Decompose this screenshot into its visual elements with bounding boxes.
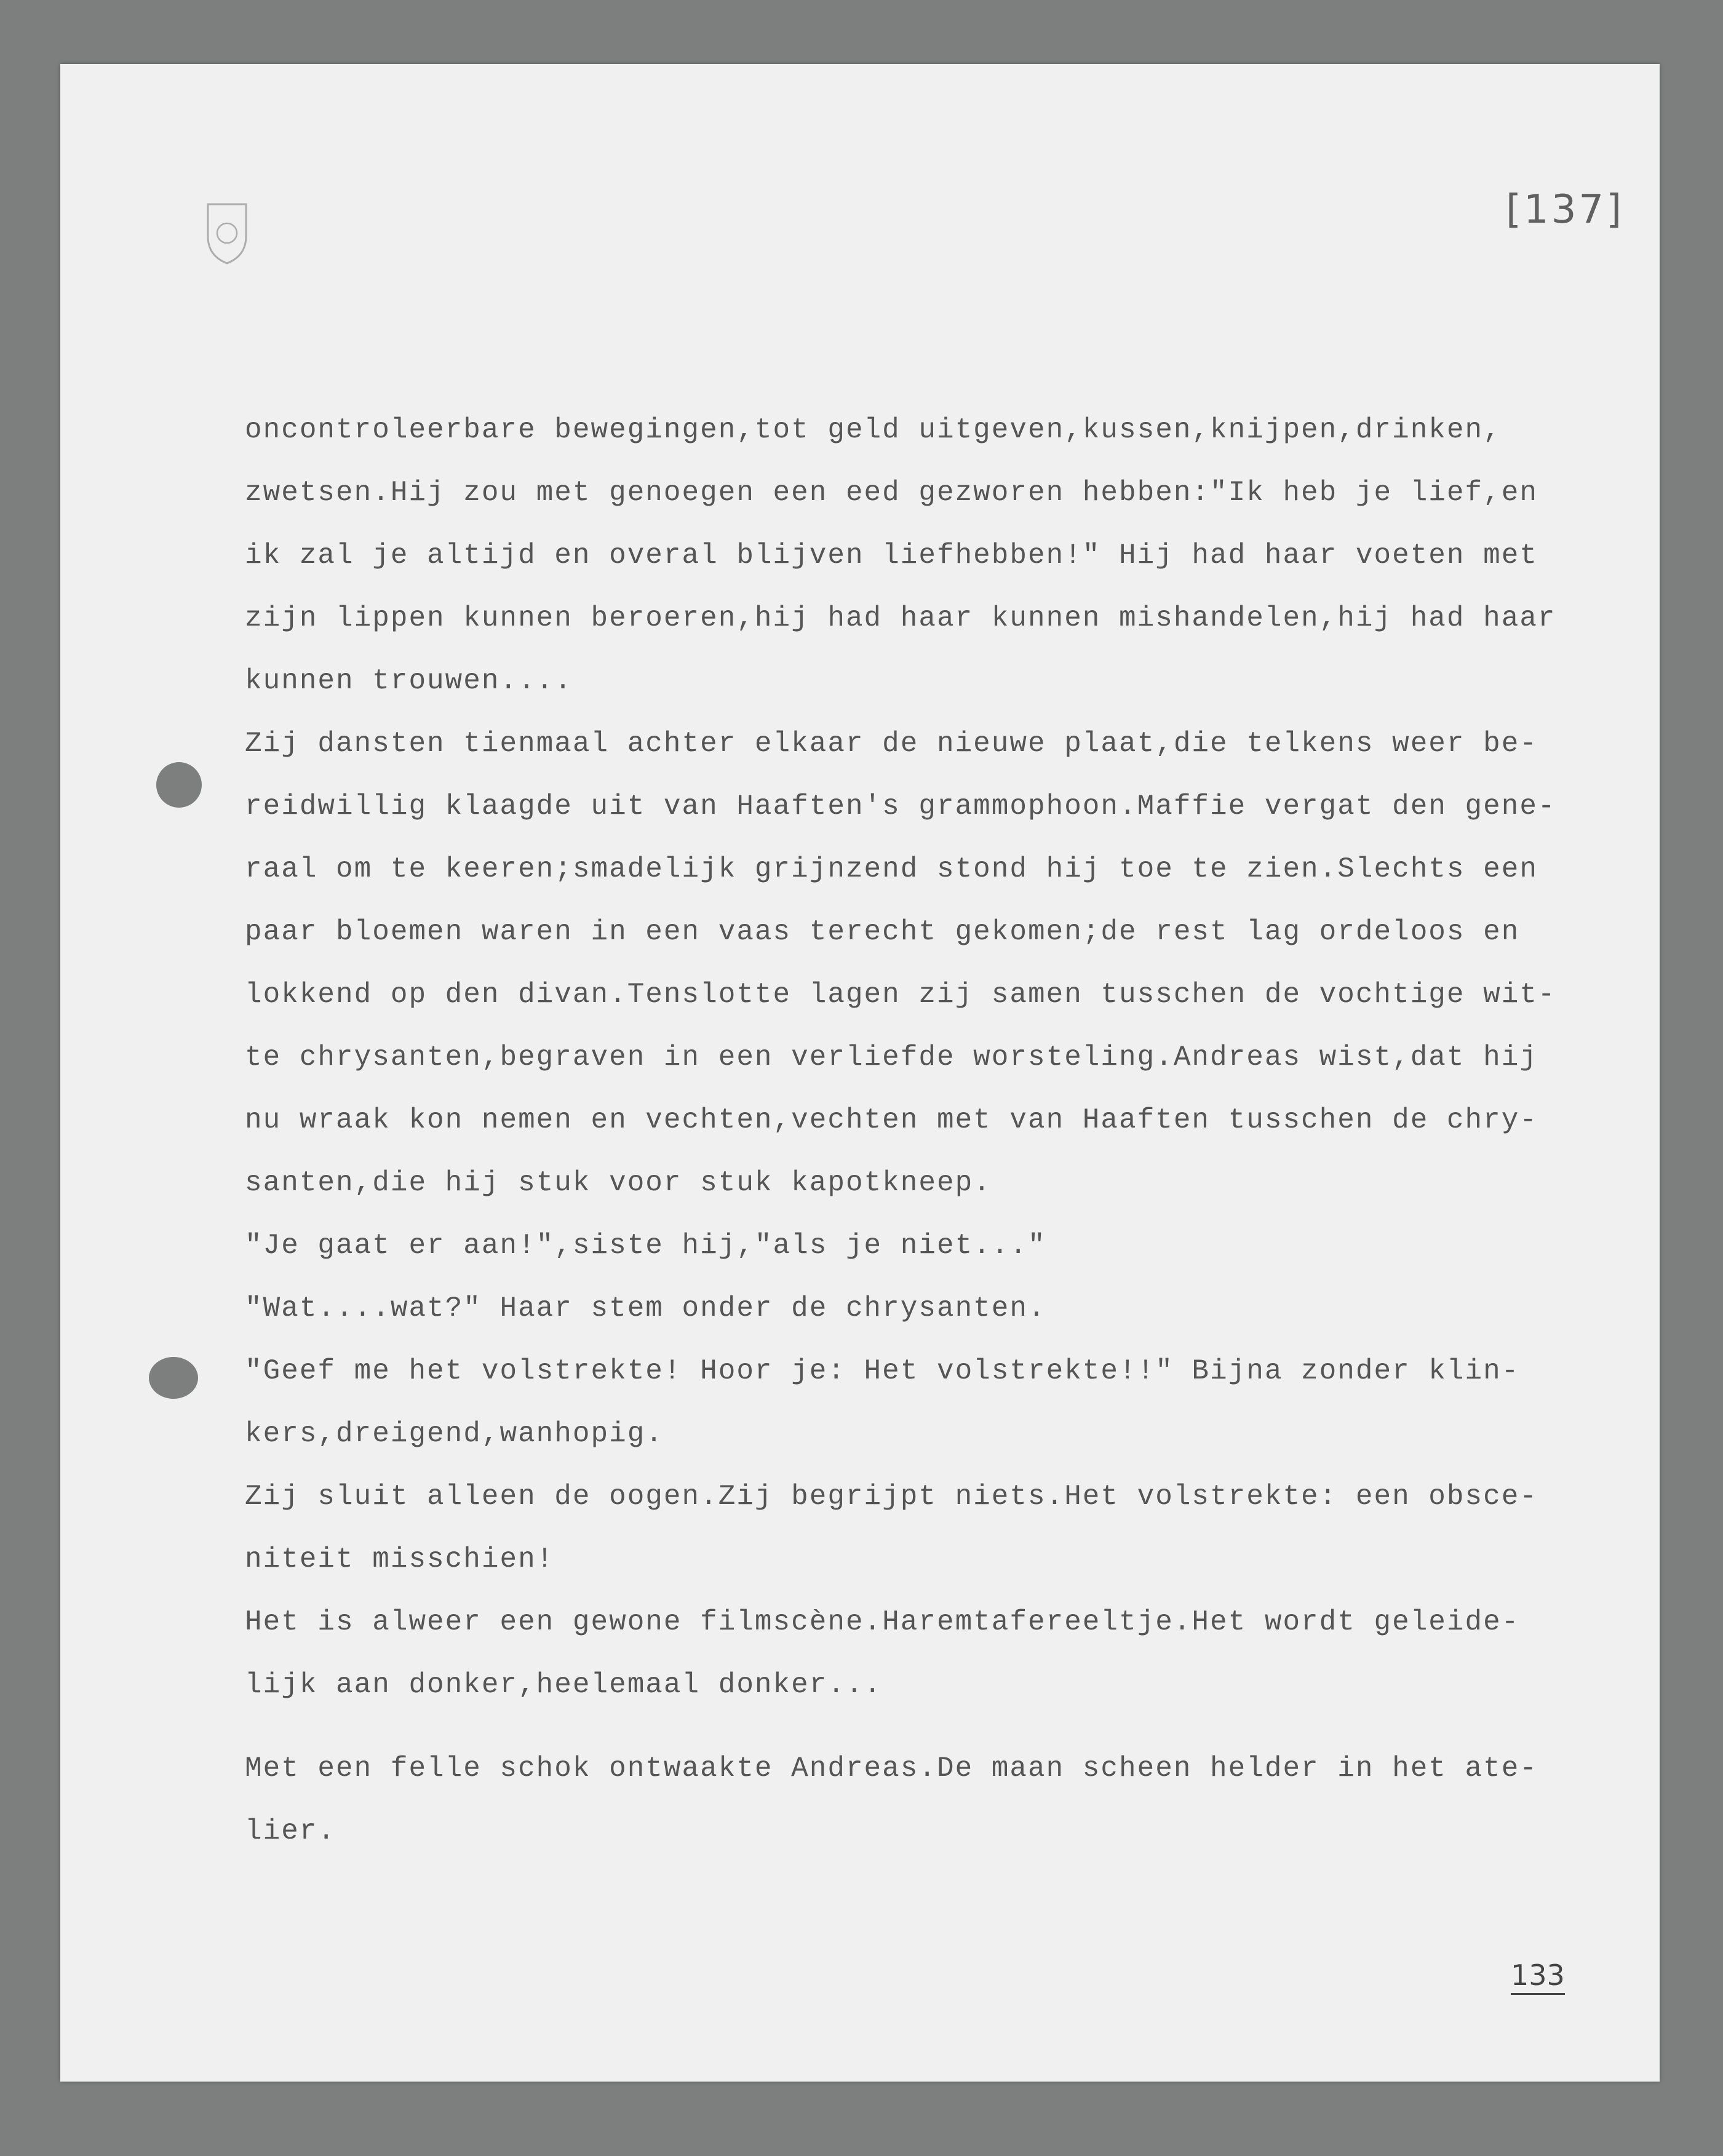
archive-stamp-icon [203,199,251,267]
text-line: "Je gaat er aan!",siste hij,"als je niet..." [245,1230,1046,1262]
text-line: lier. [245,1815,336,1847]
text-line: Het is alweer een gewone filmscène.Haremtafereeltje.Het wordt geleide- [245,1606,1520,1638]
text-line: nu wraak kon nemen en vechten,vechten met van Haaften tusschen de chry- [245,1104,1538,1136]
text-line: raal om te keeren;smadelijk grijnzend stond hij toe te zien.Slechts een [245,853,1538,885]
text-line: reidwillig klaagde uit van Haaften's grammophoon.Maffie vergat den gene- [245,790,1556,822]
text-line: "Geef me het volstrekte! Hoor je: Het volstrekte!!" Bijna zonder klin- [245,1355,1520,1387]
text-line: Met een felle schok ontwaakte Andreas.De maan scheen helder in het ate- [245,1752,1538,1784]
text-line: zwetsen.Hij zou met genoegen een eed gezworen hebben:"Ik heb je lief,en [245,477,1538,509]
text-line: paar bloemen waren in een vaas terecht gekomen;de rest lag ordeloos en [245,916,1520,948]
text-line: zijn lippen kunnen beroeren,hij had haar kunnen mishandelen,hij had haar [245,602,1556,634]
text-line: ik zal je altijd en overal blijven liefhebben!" Hij had haar voeten met [245,539,1538,571]
text-line: Zij sluit alleen de oogen.Zij begrijpt niets.Het volstrekte: een obsce- [245,1481,1538,1513]
text-line: lokkend op den divan.Tenslotte lagen zij samen tusschen de vochtige wit- [245,979,1556,1011]
typescript-body [245,399,1660,1863]
text-line: niteit misschien! [245,1543,555,1575]
text-line: kunnen trouwen.... [245,665,573,697]
page-number: 133 [1511,1959,1565,1995]
text-line: te chrysanten,begraven in een verliefde worsteling.Andreas wist,dat hij [245,1041,1538,1073]
text-line: "Wat....wat?" Haar stem onder de chrysanten. [245,1292,1046,1324]
text-line: santen,die hij stuk voor stuk kapotkneep. [245,1167,992,1199]
punch-hole [149,1357,198,1399]
punch-hole [156,762,202,808]
text-line: lijk aan donker,heelemaal donker... [245,1669,883,1701]
folio-mark: [137] [1506,187,1625,233]
text-line: kers,dreigend,wanhopig. [245,1418,664,1450]
text-line: Zij dansten tienmaal achter elkaar de nieuwe plaat,die telkens weer be- [245,728,1538,760]
text-line: oncontroleerbare bewegingen,tot geld uitgeven,kussen,knijpen,drinken, [245,414,1502,446]
